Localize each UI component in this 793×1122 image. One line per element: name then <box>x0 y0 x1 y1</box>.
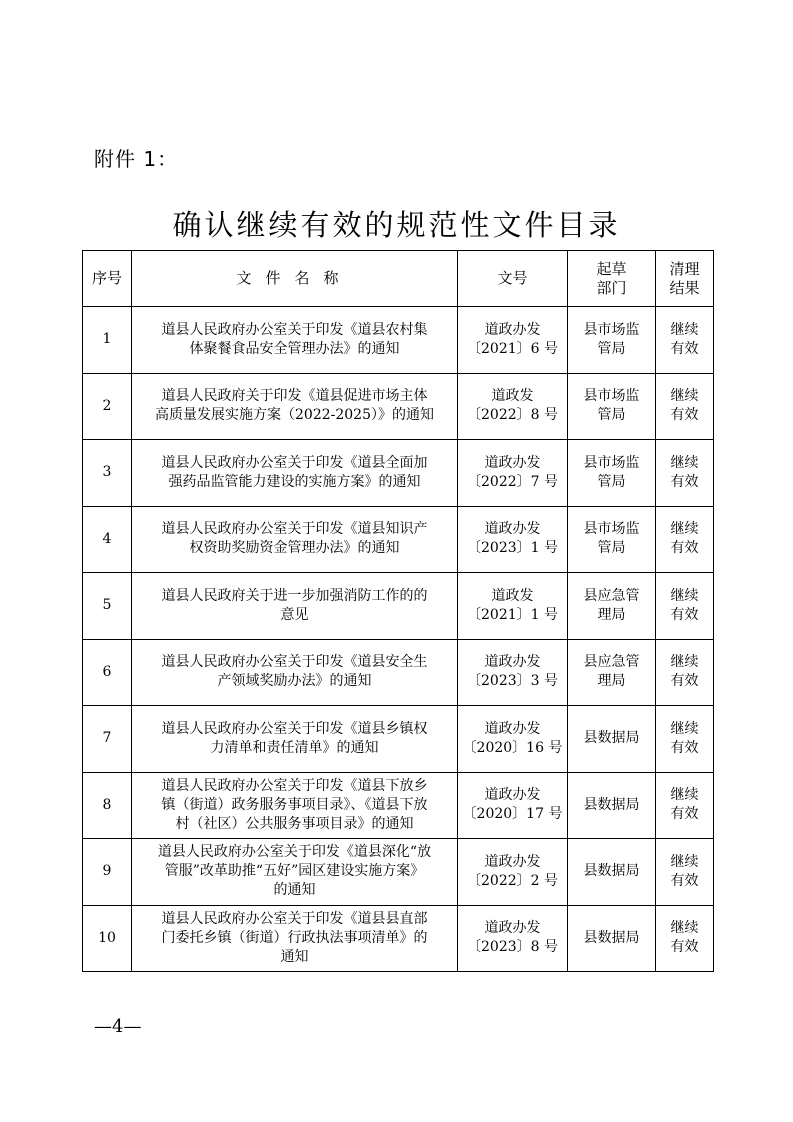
row-seq: 6 <box>83 639 132 706</box>
row-doc-no <box>458 307 568 374</box>
row-result-line: 有效 <box>670 739 699 756</box>
row-seq: 7 <box>83 706 132 773</box>
row-dept-line: 管局 <box>597 340 626 357</box>
row-dept-line: 县市场监 <box>583 454 640 471</box>
row-seq: 3 <box>83 440 132 507</box>
row-doc-no-line: 道政发 <box>491 587 534 604</box>
row-seq: 1 <box>83 307 132 374</box>
row-result-line: 继续 <box>670 587 699 604</box>
row-result-line: 有效 <box>670 806 699 823</box>
row-dept-line: 县市场监 <box>583 388 640 405</box>
row-doc-no <box>458 905 568 972</box>
row-dept <box>568 772 656 839</box>
row-doc-no-line: 道政办发 <box>484 920 541 937</box>
row-doc-no-line: 道政办发 <box>484 720 541 737</box>
row-dept <box>568 839 656 906</box>
header-result <box>656 251 714 307</box>
table-header-row <box>83 251 714 307</box>
row-name-line: 的通知 <box>273 882 316 899</box>
row-doc-no-line: 〔2022〕8 号 <box>467 407 558 424</box>
row-result-line: 继续 <box>670 720 699 737</box>
row-name-line: 强药品监管能力建设的实施方案》的通知 <box>168 473 421 490</box>
row-doc-no-line: 道政办发 <box>484 521 541 538</box>
table-row <box>83 307 714 374</box>
row-doc-no-line: 〔2020〕17 号 <box>462 806 563 823</box>
row-doc-no-line: 道政办发 <box>484 321 541 338</box>
row-doc-no-line: 道政办发 <box>484 454 541 471</box>
row-result <box>656 506 714 573</box>
catalog-table <box>82 250 714 972</box>
row-name <box>132 706 458 773</box>
row-doc-no <box>458 506 568 573</box>
row-name-line: 村（社区）公共服务事项目录》的通知 <box>175 815 414 832</box>
page-number: —4— <box>94 1016 142 1037</box>
row-name-line: 道县人民政府办公室关于印发《道县下放乡 <box>161 777 428 794</box>
table-row <box>83 905 714 972</box>
row-dept-line: 县市场监 <box>583 521 640 538</box>
row-name-line: 通知 <box>280 948 309 965</box>
row-doc-no <box>458 772 568 839</box>
row-name-line: 意见 <box>280 606 309 623</box>
row-name <box>132 440 458 507</box>
row-name-line: 管服”改革助推“五好”园区建设实施方案》 <box>164 863 425 880</box>
row-dept-line: 县应急管 <box>583 654 640 671</box>
row-doc-no-line: 〔2020〕16 号 <box>462 739 563 756</box>
row-doc-no-line: 〔2021〕1 号 <box>467 606 558 623</box>
document-title: 确认继续有效的规范性文件目录 <box>172 208 621 242</box>
row-result-line: 有效 <box>670 872 699 889</box>
row-seq: 10 <box>83 905 132 972</box>
row-result <box>656 839 714 906</box>
row-result <box>656 706 714 773</box>
row-doc-no-line: 〔2023〕8 号 <box>467 939 558 956</box>
row-result-line: 继续 <box>670 787 699 804</box>
row-dept-line: 管局 <box>597 540 626 557</box>
row-result-line: 有效 <box>670 340 699 357</box>
header-seq: 序号 <box>83 251 132 307</box>
header-result-line: 清理 <box>669 259 700 278</box>
table-row <box>83 506 714 573</box>
row-name-line: 道县人民政府关于进一步加强消防工作的的 <box>161 587 428 604</box>
row-result-line: 有效 <box>670 473 699 490</box>
row-seq: 8 <box>83 772 132 839</box>
row-result-line: 有效 <box>670 606 699 623</box>
row-dept-line: 理局 <box>597 673 626 690</box>
row-name-line: 道县人民政府办公室关于印发《道县农村集 <box>161 321 428 338</box>
row-name <box>132 506 458 573</box>
row-dept-line: 县数据局 <box>583 929 640 946</box>
row-dept <box>568 440 656 507</box>
row-dept-line: 县应急管 <box>583 587 640 604</box>
header-result-line: 结果 <box>669 278 700 297</box>
row-result <box>656 639 714 706</box>
row-dept <box>568 639 656 706</box>
row-name <box>132 373 458 440</box>
row-name <box>132 573 458 640</box>
row-result-line: 继续 <box>670 321 699 338</box>
row-name <box>132 839 458 906</box>
row-result-line: 有效 <box>670 673 699 690</box>
row-name <box>132 772 458 839</box>
row-dept <box>568 373 656 440</box>
row-result-line: 有效 <box>670 939 699 956</box>
row-result-line: 继续 <box>670 454 699 471</box>
row-dept-line: 县数据局 <box>583 796 640 813</box>
row-dept-line: 县数据局 <box>583 863 640 880</box>
row-doc-no <box>458 639 568 706</box>
row-name-line: 门委托乡镇（街道）行政执法事项清单》的 <box>161 929 428 946</box>
row-result-line: 有效 <box>670 407 699 424</box>
table-row <box>83 706 714 773</box>
row-doc-no <box>458 706 568 773</box>
row-result-line: 继续 <box>670 521 699 538</box>
header-dept-line: 部门 <box>596 278 627 297</box>
row-dept <box>568 706 656 773</box>
header-dept-line: 起草 <box>596 259 627 278</box>
row-result-line: 有效 <box>670 540 699 557</box>
row-doc-no-line: 道政办发 <box>484 853 541 870</box>
row-doc-no-line: 〔2022〕7 号 <box>467 473 558 490</box>
row-name <box>132 639 458 706</box>
row-seq: 2 <box>83 373 132 440</box>
row-result <box>656 573 714 640</box>
row-result <box>656 772 714 839</box>
row-name-line: 镇（街道）政务服务事项目录》、《道县下放 <box>161 796 428 813</box>
row-doc-no-line: 道政发 <box>491 388 534 405</box>
row-dept-line: 县市场监 <box>583 321 640 338</box>
row-name-line: 道县人民政府办公室关于印发《道县县直部 <box>161 910 428 927</box>
row-result-line: 继续 <box>670 920 699 937</box>
row-result-line: 继续 <box>670 388 699 405</box>
row-name-line: 权资助奖励资金管理办法》的通知 <box>189 540 400 557</box>
row-name-line: 道县人民政府办公室关于印发《道县知识产 <box>161 521 428 538</box>
row-dept <box>568 506 656 573</box>
row-name-line: 道县人民政府办公室关于印发《道县乡镇权 <box>161 720 428 737</box>
row-doc-no-line: 道政办发 <box>484 787 541 804</box>
row-doc-no-line: 〔2021〕6 号 <box>467 340 558 357</box>
table-row <box>83 839 714 906</box>
row-seq: 4 <box>83 506 132 573</box>
row-name-line: 道县人民政府办公室关于印发《道县安全生 <box>161 654 428 671</box>
table-row <box>83 772 714 839</box>
row-dept <box>568 573 656 640</box>
row-doc-no <box>458 839 568 906</box>
table-body <box>83 307 714 972</box>
header-name: 文件名称 <box>132 251 458 307</box>
row-result-line: 继续 <box>670 654 699 671</box>
row-result <box>656 307 714 374</box>
row-dept-line: 县数据局 <box>583 730 640 747</box>
row-name-line: 高质量发展实施方案（2022-2025）》的通知 <box>155 407 434 424</box>
row-result <box>656 440 714 507</box>
header-dept <box>568 251 656 307</box>
row-doc-no <box>458 440 568 507</box>
header-doc-no: 文号 <box>458 251 568 307</box>
row-doc-no-line: 道政办发 <box>484 654 541 671</box>
row-doc-no-line: 〔2022〕2 号 <box>467 872 558 889</box>
row-result <box>656 373 714 440</box>
row-result-line: 继续 <box>670 853 699 870</box>
row-name-line: 体聚餐食品安全管理办法》的通知 <box>189 340 400 357</box>
row-dept <box>568 307 656 374</box>
row-doc-no <box>458 573 568 640</box>
row-doc-no <box>458 373 568 440</box>
row-name-line: 力清单和责任清单》的通知 <box>210 739 379 756</box>
row-dept-line: 管局 <box>597 407 626 424</box>
row-doc-no-line: 〔2023〕1 号 <box>467 540 558 557</box>
row-name <box>132 905 458 972</box>
attachment-label: 附件 1： <box>94 147 179 171</box>
table-row <box>83 639 714 706</box>
row-seq: 5 <box>83 573 132 640</box>
row-dept <box>568 905 656 972</box>
row-dept-line: 理局 <box>597 606 626 623</box>
row-doc-no-line: 〔2023〕3 号 <box>467 673 558 690</box>
row-dept-line: 管局 <box>597 473 626 490</box>
row-name <box>132 307 458 374</box>
row-name-line: 道县人民政府办公室关于印发《道县全面加 <box>161 454 428 471</box>
table-row <box>83 440 714 507</box>
row-seq: 9 <box>83 839 132 906</box>
table-row <box>83 573 714 640</box>
row-name-line: 产领域奖励办法》的通知 <box>217 673 372 690</box>
row-result <box>656 905 714 972</box>
row-name-line: 道县人民政府关于印发《道县促进市场主体 <box>161 388 428 405</box>
row-name-line: 道县人民政府办公室关于印发《道县深化“放 <box>157 844 432 861</box>
table-row <box>83 373 714 440</box>
